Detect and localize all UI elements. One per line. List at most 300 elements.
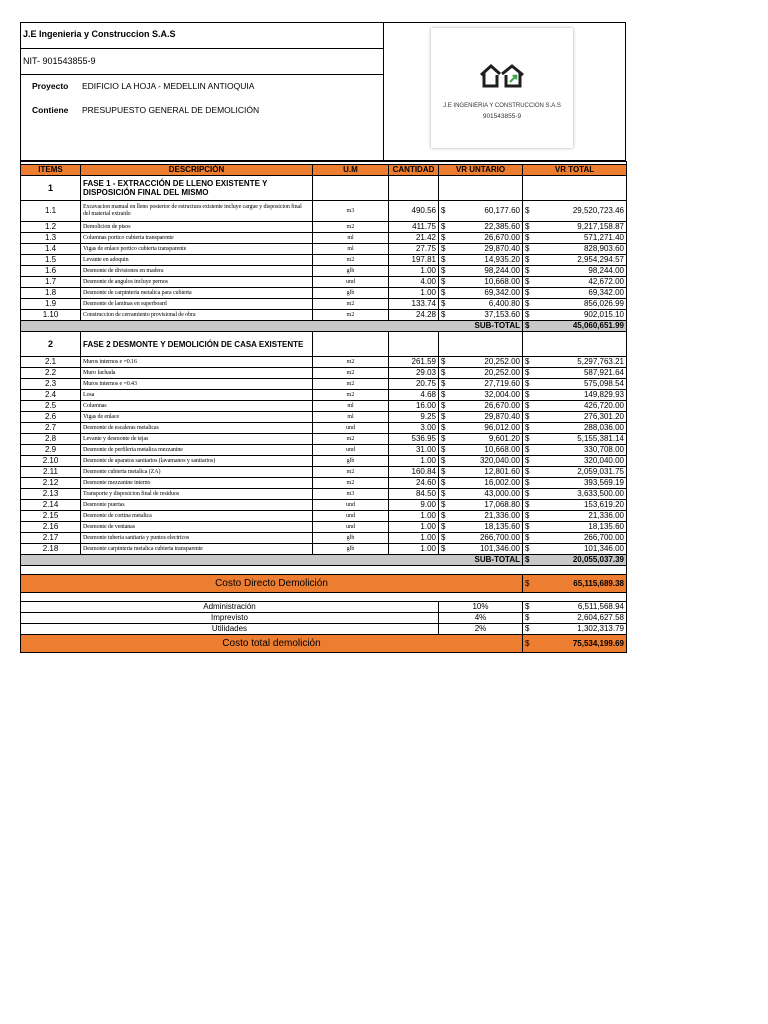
currency-symbol: $ <box>523 544 535 555</box>
item-number: 2.6 <box>21 412 81 423</box>
item-unit-price: 27,719.60 <box>451 379 523 390</box>
item-unit-price: 22,385.60 <box>451 222 523 233</box>
item-unit: und <box>313 500 389 511</box>
empty-cell <box>389 176 439 201</box>
col-cantidad: CANTIDAD <box>389 165 439 176</box>
item-description: Desmonte de aparatos sanitarios (lavamanos y sanitarios) <box>81 456 313 467</box>
item-total: 276,301.20 <box>535 412 627 423</box>
item-quantity: 160.84 <box>389 467 439 478</box>
item-quantity: 4.00 <box>389 277 439 288</box>
currency-symbol: $ <box>523 445 535 456</box>
item-quantity: 133.74 <box>389 299 439 310</box>
utilidades-value: 1,302,313.79 <box>535 624 627 635</box>
item-quantity: 29.03 <box>389 368 439 379</box>
item-number: 2.17 <box>21 533 81 544</box>
currency-symbol: $ <box>523 575 535 593</box>
empty-cell <box>523 332 627 357</box>
item-description: Losa <box>81 390 313 401</box>
item-quantity: 411.75 <box>389 222 439 233</box>
item-unit: m2 <box>313 299 389 310</box>
currency-symbol: $ <box>439 522 451 533</box>
item-description: Columnas <box>81 401 313 412</box>
table-row <box>21 511 627 522</box>
item-quantity: 16.00 <box>389 401 439 412</box>
item-number: 1.5 <box>21 255 81 266</box>
currency-symbol: $ <box>523 613 535 624</box>
item-unit-price: 14,935.20 <box>451 255 523 266</box>
item-number: 2.10 <box>21 456 81 467</box>
spacer-row <box>21 566 627 575</box>
table-row <box>21 266 627 277</box>
company-name: J.E Ingenieria y Construccion S.A.S <box>23 29 176 39</box>
empty-cell <box>389 332 439 357</box>
currency-symbol: $ <box>523 379 535 390</box>
item-total: 587,921.64 <box>535 368 627 379</box>
item-quantity: 24.28 <box>389 310 439 321</box>
table-row <box>21 533 627 544</box>
table-row <box>21 445 627 456</box>
col-items: ITEMS <box>21 165 81 176</box>
item-quantity: 1.00 <box>389 522 439 533</box>
item-unit: m2 <box>313 467 389 478</box>
item-total: 101,346.00 <box>535 544 627 555</box>
currency-symbol: $ <box>439 357 451 368</box>
item-unit-price: 9,601.20 <box>451 434 523 445</box>
item-total: 2,059,031.75 <box>535 467 627 478</box>
item-description: Desmonte de divisiones en madera <box>81 266 313 277</box>
currency-symbol: $ <box>439 401 451 412</box>
phase-title: FASE 2 DESMONTE Y DEMOLICIÓN DE CASA EXISTENTE <box>81 332 313 357</box>
item-unit: glb <box>313 266 389 277</box>
currency-symbol: $ <box>523 321 535 332</box>
item-unit: glb <box>313 288 389 299</box>
currency-symbol: $ <box>523 233 535 244</box>
currency-symbol: $ <box>523 412 535 423</box>
currency-symbol: $ <box>523 533 535 544</box>
table-row <box>21 222 627 233</box>
currency-symbol: $ <box>439 456 451 467</box>
currency-symbol: $ <box>523 624 535 635</box>
item-unit: glb <box>313 456 389 467</box>
currency-symbol: $ <box>439 533 451 544</box>
currency-symbol: $ <box>523 500 535 511</box>
table-row <box>21 390 627 401</box>
item-total: 426,720.00 <box>535 401 627 412</box>
company-logo <box>431 28 573 148</box>
currency-symbol: $ <box>439 277 451 288</box>
item-unit: m2 <box>313 255 389 266</box>
item-unit: und <box>313 522 389 533</box>
currency-symbol: $ <box>439 299 451 310</box>
item-description: Desmonte de escaleras metalicas <box>81 423 313 434</box>
table-row <box>21 310 627 321</box>
item-quantity: 1.00 <box>389 288 439 299</box>
item-unit-price: 10,668.00 <box>451 277 523 288</box>
admin-row <box>21 602 627 613</box>
table-row <box>21 357 627 368</box>
item-unit-price: 43,000.00 <box>451 489 523 500</box>
item-total: 266,700.00 <box>535 533 627 544</box>
item-unit: und <box>313 277 389 288</box>
item-unit-price: 6,400.80 <box>451 299 523 310</box>
item-unit-price: 32,004.00 <box>451 390 523 401</box>
currency-symbol: $ <box>439 544 451 555</box>
item-number: 2.8 <box>21 434 81 445</box>
utilidades-pct: 2% <box>439 624 523 635</box>
item-description: Desmonte carpinteria metalica cubierta transparente <box>81 544 313 555</box>
phase-number: 1 <box>21 176 81 201</box>
item-description: Desmonte mezzanine interno <box>81 478 313 489</box>
item-description: Levante en adoquin <box>81 255 313 266</box>
item-quantity: 261.59 <box>389 357 439 368</box>
item-number: 2.16 <box>21 522 81 533</box>
item-unit: glb <box>313 544 389 555</box>
item-quantity: 3.00 <box>389 423 439 434</box>
item-description: Vigas de enlace <box>81 412 313 423</box>
item-quantity: 24.60 <box>389 478 439 489</box>
currency-symbol: $ <box>523 635 535 653</box>
currency-symbol: $ <box>523 511 535 522</box>
currency-symbol: $ <box>523 368 535 379</box>
item-number: 2.11 <box>21 467 81 478</box>
item-unit-price: 69,342.00 <box>451 288 523 299</box>
item-number: 2.14 <box>21 500 81 511</box>
table-row <box>21 522 627 533</box>
subtotal-value: 45,060,651.99 <box>535 321 627 332</box>
item-total: 320,040.00 <box>535 456 627 467</box>
item-number: 1.7 <box>21 277 81 288</box>
table-row <box>21 456 627 467</box>
sheet-header <box>20 22 626 161</box>
item-unit-price: 96,012.00 <box>451 423 523 434</box>
table-row <box>21 299 627 310</box>
item-total: 29,520,723.46 <box>535 201 627 222</box>
currency-symbol: $ <box>439 379 451 390</box>
item-number: 2.4 <box>21 390 81 401</box>
item-total: 856,026.99 <box>535 299 627 310</box>
item-number: 2.2 <box>21 368 81 379</box>
currency-symbol: $ <box>523 299 535 310</box>
item-description: Desmonte de cortina metalica <box>81 511 313 522</box>
contains-label: Contiene <box>32 105 69 115</box>
currency-symbol: $ <box>523 467 535 478</box>
item-description: Transporte y disposicion final de residuos <box>81 489 313 500</box>
item-total: 3,633,500.00 <box>535 489 627 500</box>
item-quantity: 9.25 <box>389 412 439 423</box>
item-description: Columnas portico cubierta transparente <box>81 233 313 244</box>
item-description: Desmonte de perfileria metalica mezzanine <box>81 445 313 456</box>
item-total: 393,569.19 <box>535 478 627 489</box>
item-total: 18,135.60 <box>535 522 627 533</box>
phase-number: 2 <box>21 332 81 357</box>
item-description: Desmonte de ventanas <box>81 522 313 533</box>
table-row <box>21 244 627 255</box>
item-number: 1.10 <box>21 310 81 321</box>
currency-symbol: $ <box>523 357 535 368</box>
item-total: 575,098.54 <box>535 379 627 390</box>
header-info <box>21 23 384 160</box>
phase-row <box>21 176 627 201</box>
currency-symbol: $ <box>523 310 535 321</box>
company-nit: NIT- 901543855-9 <box>23 56 96 66</box>
currency-symbol: $ <box>523 288 535 299</box>
currency-symbol: $ <box>523 222 535 233</box>
direct-cost-row <box>21 575 627 593</box>
project-label: Proyecto <box>32 81 69 91</box>
col-vr-unitario: VR UNTARIO <box>439 165 523 176</box>
item-description: Desmonte de laminas en superboard <box>81 299 313 310</box>
item-description: Desmonte de carpinteria metalica para cubierta <box>81 288 313 299</box>
table-row <box>21 467 627 478</box>
item-unit-price: 18,135.60 <box>451 522 523 533</box>
spacer-row <box>21 593 627 602</box>
subtotal-label: SUB-TOTAL <box>21 321 523 332</box>
item-quantity: 1.00 <box>389 544 439 555</box>
subtotal-row <box>21 555 627 566</box>
item-description: Muro fachada <box>81 368 313 379</box>
item-total: 5,297,763.21 <box>535 357 627 368</box>
item-quantity: 536.95 <box>389 434 439 445</box>
utilidades-label: Utilidades <box>21 624 439 635</box>
item-total: 5,155,381.14 <box>535 434 627 445</box>
item-total: 828,903.60 <box>535 244 627 255</box>
item-quantity: 1.00 <box>389 456 439 467</box>
item-quantity: 197.81 <box>389 255 439 266</box>
direct-cost-label: Costo Directo Demolición <box>21 575 523 593</box>
table-row <box>21 255 627 266</box>
item-number: 2.12 <box>21 478 81 489</box>
item-total: 42,672.00 <box>535 277 627 288</box>
item-unit: m3 <box>313 201 389 222</box>
currency-symbol: $ <box>439 233 451 244</box>
item-number: 1.6 <box>21 266 81 277</box>
subtotal-row <box>21 321 627 332</box>
header-divider <box>21 48 383 49</box>
item-total: 2,954,294.57 <box>535 255 627 266</box>
total-cost-label: Costo total demolición <box>21 635 523 653</box>
currency-symbol: $ <box>523 390 535 401</box>
item-description: Vigas de enlace portico cubierta transparente <box>81 244 313 255</box>
item-total: 571,271.40 <box>535 233 627 244</box>
currency-symbol: $ <box>523 555 535 566</box>
currency-symbol: $ <box>523 602 535 613</box>
item-unit-price: 10,668.00 <box>451 445 523 456</box>
item-description: Desmonte de angulos incluye pernos <box>81 277 313 288</box>
item-description: Levante y desmonte de tejas <box>81 434 313 445</box>
item-number: 1.3 <box>21 233 81 244</box>
currency-symbol: $ <box>523 277 535 288</box>
empty-cell <box>313 176 389 201</box>
contains-value: PRESUPUESTO GENERAL DE DEMOLICIÓN <box>82 105 260 115</box>
item-quantity: 20.75 <box>389 379 439 390</box>
subtotal-label: SUB-TOTAL <box>21 555 523 566</box>
imprevisto-pct: 4% <box>439 613 523 624</box>
imprevisto-value: 2,604,627.58 <box>535 613 627 624</box>
item-unit: m2 <box>313 390 389 401</box>
item-quantity: 1.00 <box>389 511 439 522</box>
item-unit: und <box>313 445 389 456</box>
item-description: Excavacion manual en lleno posterior de estructura existente incluye cargue y disposicion final del material extraido <box>81 201 313 222</box>
item-unit-price: 12,801.60 <box>451 467 523 478</box>
item-unit: m2 <box>313 379 389 390</box>
item-unit: m2 <box>313 222 389 233</box>
item-quantity: 490.56 <box>389 201 439 222</box>
item-unit: ml <box>313 244 389 255</box>
item-total: 21,336.00 <box>535 511 627 522</box>
col-descripcion: DESCRIPCIÓN <box>81 165 313 176</box>
item-unit-price: 101,346.00 <box>451 544 523 555</box>
item-unit: ml <box>313 401 389 412</box>
currency-symbol: $ <box>439 244 451 255</box>
budget-table <box>20 161 627 653</box>
currency-symbol: $ <box>523 434 535 445</box>
currency-symbol: $ <box>439 288 451 299</box>
empty-cell <box>439 332 523 357</box>
item-quantity: 9.00 <box>389 500 439 511</box>
currency-symbol: $ <box>439 478 451 489</box>
item-number: 1.2 <box>21 222 81 233</box>
house-logo-icon <box>478 62 526 88</box>
currency-symbol: $ <box>523 456 535 467</box>
subtotal-value: 20,055,037.39 <box>535 555 627 566</box>
item-unit: glb <box>313 533 389 544</box>
currency-symbol: $ <box>439 467 451 478</box>
item-unit-price: 98,244.00 <box>451 266 523 277</box>
header-divider <box>21 74 383 75</box>
logo-company-text: J.E INGENIERIA Y CONSTRUCCION S.A.S <box>443 103 561 109</box>
imprevisto-row <box>21 613 627 624</box>
table-row <box>21 201 627 222</box>
currency-symbol: $ <box>523 266 535 277</box>
item-number: 2.13 <box>21 489 81 500</box>
item-total: 149,829.93 <box>535 390 627 401</box>
currency-symbol: $ <box>523 423 535 434</box>
item-unit: und <box>313 423 389 434</box>
item-description: Muros internos e =0.43 <box>81 379 313 390</box>
item-unit-price: 26,670.00 <box>451 233 523 244</box>
table-row <box>21 368 627 379</box>
currency-symbol: $ <box>439 434 451 445</box>
currency-symbol: $ <box>523 478 535 489</box>
item-unit-price: 320,040.00 <box>451 456 523 467</box>
item-number: 1.8 <box>21 288 81 299</box>
item-unit: m3 <box>313 489 389 500</box>
item-total: 902,015.10 <box>535 310 627 321</box>
currency-symbol: $ <box>439 423 451 434</box>
admin-label: Administración <box>21 602 439 613</box>
total-cost-value: 75,534,199.69 <box>535 635 627 653</box>
currency-symbol: $ <box>439 201 451 222</box>
item-quantity: 21.42 <box>389 233 439 244</box>
item-unit-price: 21,336.00 <box>451 511 523 522</box>
item-unit-price: 20,252.00 <box>451 368 523 379</box>
item-unit-price: 37,153.60 <box>451 310 523 321</box>
table-row <box>21 489 627 500</box>
item-quantity: 31.00 <box>389 445 439 456</box>
item-description: Muros internos e =0.16 <box>81 357 313 368</box>
currency-symbol: $ <box>523 522 535 533</box>
item-unit: ml <box>313 412 389 423</box>
item-total: 98,244.00 <box>535 266 627 277</box>
item-unit-price: 26,670.00 <box>451 401 523 412</box>
item-total: 9,217,158.87 <box>535 222 627 233</box>
item-quantity: 84.50 <box>389 489 439 500</box>
item-unit-price: 266,700.00 <box>451 533 523 544</box>
currency-symbol: $ <box>523 255 535 266</box>
empty-cell <box>439 176 523 201</box>
currency-symbol: $ <box>439 255 451 266</box>
table-row <box>21 500 627 511</box>
item-total: 288,036.00 <box>535 423 627 434</box>
item-unit-price: 17,068.80 <box>451 500 523 511</box>
logo-nit-text: 901543855-9 <box>482 113 522 120</box>
item-description: Desmonte tuberia sanitaria y puntos electricos <box>81 533 313 544</box>
item-number: 1.4 <box>21 244 81 255</box>
item-number: 1.9 <box>21 299 81 310</box>
item-unit-price: 60,177.60 <box>451 201 523 222</box>
item-unit: ml <box>313 233 389 244</box>
project-value: EDIFICIO LA HOJA - MEDELLIN ANTIOQUIA <box>82 81 255 91</box>
admin-pct: 10% <box>439 602 523 613</box>
item-total: 69,342.00 <box>535 288 627 299</box>
currency-symbol: $ <box>439 412 451 423</box>
currency-symbol: $ <box>439 266 451 277</box>
item-unit: m2 <box>313 478 389 489</box>
direct-cost-value: 65,115,689.38 <box>535 575 627 593</box>
item-number: 2.3 <box>21 379 81 390</box>
empty-cell <box>313 332 389 357</box>
currency-symbol: $ <box>439 511 451 522</box>
item-number: 2.9 <box>21 445 81 456</box>
item-description: Desmonte puertas <box>81 500 313 511</box>
imprevisto-label: Imprevisto <box>21 613 439 624</box>
table-row <box>21 401 627 412</box>
item-description: Construccion de cerramiento provisional de obra <box>81 310 313 321</box>
item-quantity: 1.00 <box>389 533 439 544</box>
currency-symbol: $ <box>523 401 535 412</box>
item-unit: m2 <box>313 368 389 379</box>
item-total: 330,708.00 <box>535 445 627 456</box>
currency-symbol: $ <box>439 222 451 233</box>
item-unit-price: 29,870.40 <box>451 412 523 423</box>
admin-value: 6,511,568.94 <box>535 602 627 613</box>
item-quantity: 4.68 <box>389 390 439 401</box>
table-row <box>21 434 627 445</box>
table-row <box>21 288 627 299</box>
currency-symbol: $ <box>439 500 451 511</box>
item-quantity: 1.00 <box>389 266 439 277</box>
budget-sheet <box>20 22 626 653</box>
item-number: 2.15 <box>21 511 81 522</box>
table-row <box>21 412 627 423</box>
item-description: Desmonte cubierta metalica (ZA) <box>81 467 313 478</box>
table-row <box>21 478 627 489</box>
total-cost-row <box>21 635 627 653</box>
table-row <box>21 423 627 434</box>
currency-symbol: $ <box>523 489 535 500</box>
item-total: 153,619.20 <box>535 500 627 511</box>
item-description: Demolicion de pisos <box>81 222 313 233</box>
currency-symbol: $ <box>439 368 451 379</box>
item-number: 2.7 <box>21 423 81 434</box>
currency-symbol: $ <box>439 489 451 500</box>
column-header-row <box>21 165 627 176</box>
item-number: 2.18 <box>21 544 81 555</box>
col-um: U.M <box>313 165 389 176</box>
item-number: 2.1 <box>21 357 81 368</box>
utilidades-row <box>21 624 627 635</box>
currency-symbol: $ <box>523 244 535 255</box>
